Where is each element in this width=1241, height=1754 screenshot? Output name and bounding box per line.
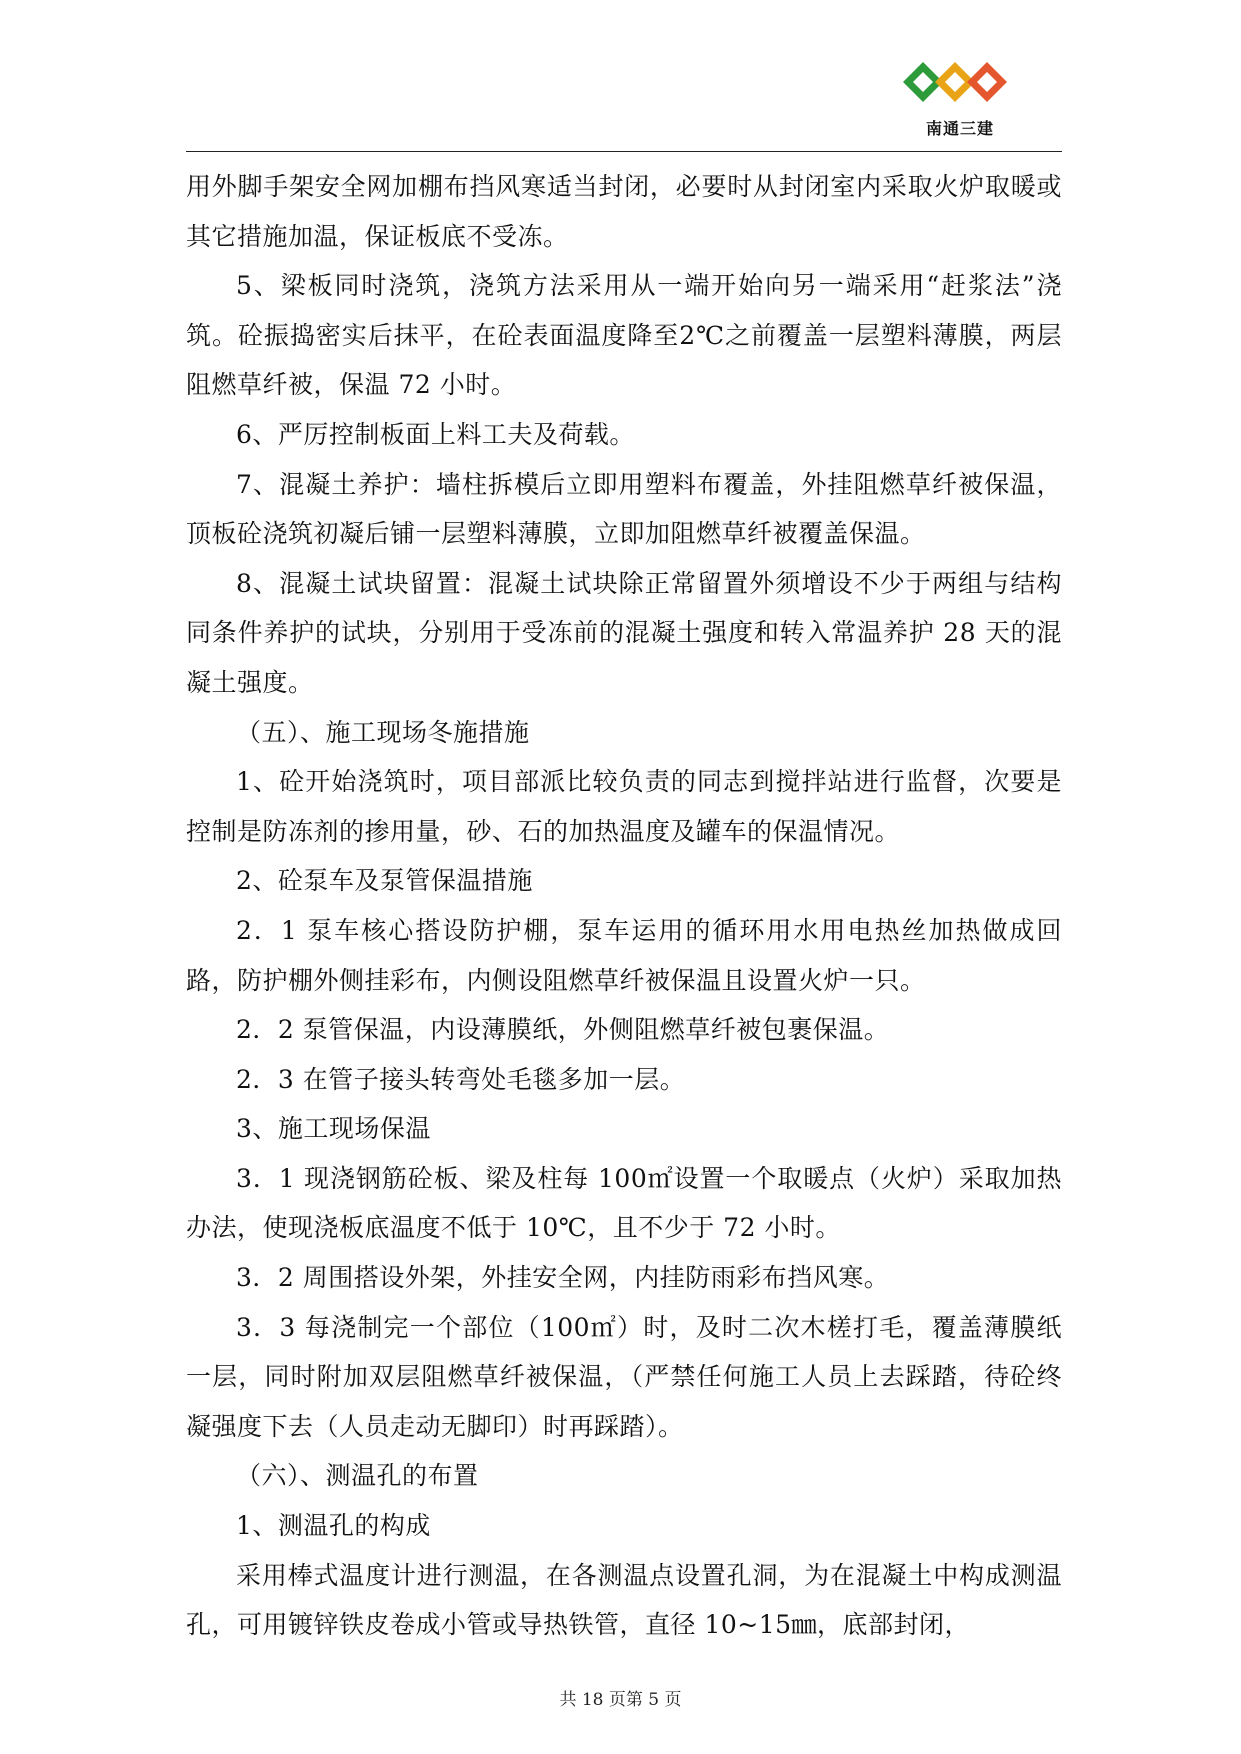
company-logo bbox=[895, 56, 1025, 136]
logo-diamonds-icon bbox=[903, 56, 1017, 112]
subsection-heading: 3、施工现场保温 bbox=[236, 1114, 431, 1144]
paragraph: 2．1 泵车核心搭设防护棚，泵车运用的循环用水用电热丝加热做成回路，防护棚外侧挂彩布，内侧设阻燃草纤被保温且设置火炉一只。 bbox=[186, 915, 1062, 995]
document-body bbox=[186, 162, 1062, 1650]
logo-text: 南通三建 bbox=[925, 119, 994, 138]
paragraph: 7、混凝土养护：墙柱拆模后立即用塑料布覆盖，外挂阻燃草纤被保温，顶板砼浇筑初凝后铺一层塑料薄膜，立即加阻燃草纤被覆盖保温。 bbox=[186, 469, 1062, 549]
page-header bbox=[0, 0, 1241, 160]
header-divider bbox=[186, 151, 1062, 152]
paragraph: 2．2 泵管保温，内设薄膜纸，外侧阻燃草纤被包裹保温。 bbox=[236, 1015, 890, 1045]
paragraph: 3．3 每浇制完一个部位（100㎡）时，及时二次木槎打毛，覆盖薄膜纸一层，同时附加双层阻燃草纤被保温，（严禁任何施工人员上去踩踏，待砼终凝强度下去（人员走动无脚印）时再踩踏）。 bbox=[186, 1312, 1062, 1441]
subsection-heading: 1、测温孔的构成 bbox=[236, 1511, 431, 1541]
paragraph: 1、砼开始浇筑时，项目部派比较负责的同志到搅拌站进行监督，次要是控制是防冻剂的掺用量，砂、石的加热温度及罐车的保温情况。 bbox=[186, 767, 1062, 846]
section-heading: （六）、测温孔的布置 bbox=[236, 1461, 479, 1491]
paragraph: 3．2 周围搭设外架，外挂安全网，内挂防雨彩布挡风寒。 bbox=[236, 1263, 890, 1293]
paragraph: 6、严厉控制板面上料工夫及荷载。 bbox=[236, 419, 635, 449]
paragraph: 8、混凝土试块留置：混凝土试块除正常留置外须增设不少于两组与结构同条件养护的试块，分别用于受冻前的混凝土强度和转入常温养护 28 天的混凝土强度。 bbox=[186, 568, 1062, 697]
subsection-heading: 2、砼泵车及泵管保温措施 bbox=[236, 866, 533, 896]
paragraph: 5、梁板同时浇筑，浇筑方法采用从一端开始向另一端采用“赶浆法”浇筑。砼振捣密实后抹平，在砼表面温度降至2℃之前覆盖一层塑料薄膜，两层阻燃草纤被，保温 72 小时。 bbox=[186, 271, 1062, 400]
paragraph: 3．1 现浇钢筋砼板、梁及柱每 100㎡设置一个取暖点（火炉）采取加热办法，使现浇板底温度不低于 10℃，且不少于 72 小时。 bbox=[186, 1163, 1062, 1243]
paragraph: 用外脚手架安全网加棚布挡风寒适当封闭，必要时从封闭室内采取火炉取暖或其它措施加温，保证板底不受冻。 bbox=[186, 172, 1062, 251]
section-heading: （五）、施工现场冬施措施 bbox=[236, 717, 530, 747]
paragraph: 2．3 在管子接头转弯处毛毯多加一层。 bbox=[236, 1064, 686, 1094]
page-number-footer: 共 18 页第 5 页 bbox=[559, 1690, 682, 1710]
paragraph: 采用棒式温度计进行测温，在各测温点设置孔洞，为在混凝土中构成测温孔，可用镀锌铁皮卷成小管或导热铁管，直径 10~15㎜，底部封闭， bbox=[186, 1560, 1062, 1640]
